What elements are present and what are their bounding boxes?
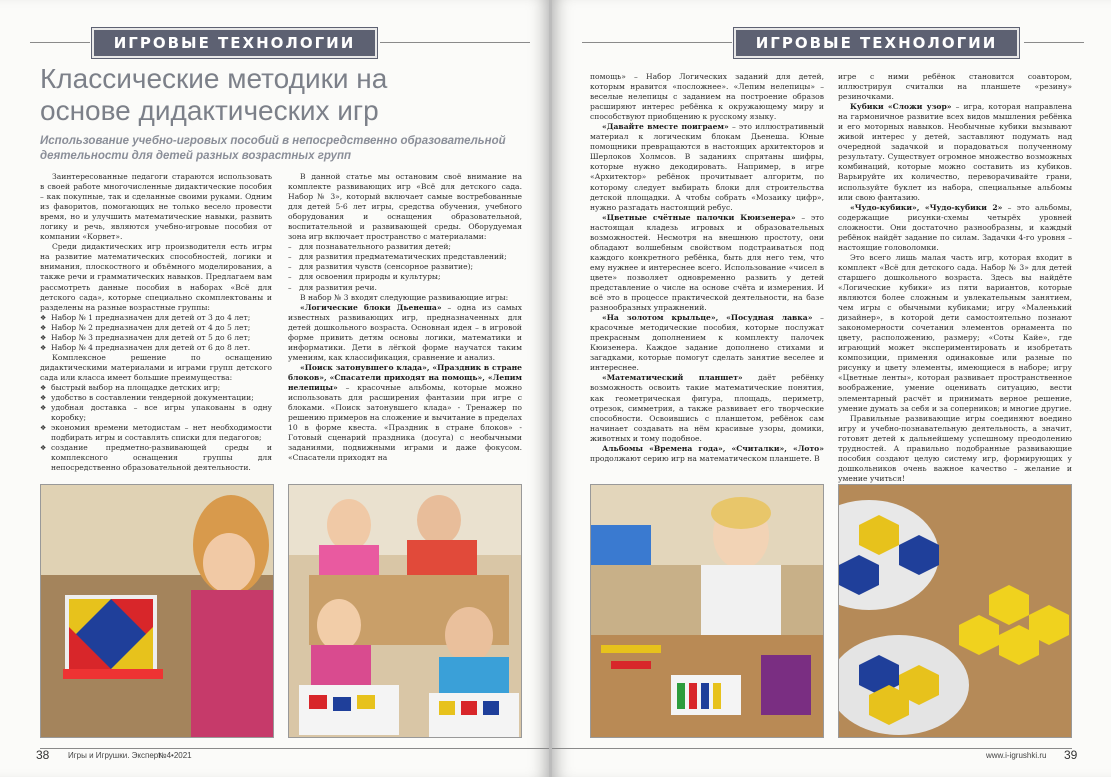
list-item: – для развития речи. xyxy=(288,283,522,293)
article-subtitle: Использование учебно-игровых пособий в непосредственно образовательной деятельности для детей разных возрастных групп xyxy=(40,135,506,162)
paragraph: помощь» – Набор Логических заданий для детей, которым нравится «посложнее». «Лепим нелепицы» – веселые нелепицы с заданием на построение образов расширяют интерес ребёнка к окружающему миру и способствуют приобщению к русскому языку. xyxy=(590,72,824,122)
header-rule xyxy=(30,42,90,43)
list-item: ❖ Набор № 2 предназначен для детей от 4 до 5 лет; xyxy=(40,323,272,333)
list-item: – для освоения природы и культуры; xyxy=(288,272,522,282)
left-page xyxy=(0,0,549,777)
paragraph xyxy=(590,444,824,464)
paragraph: В данной статье мы остановим своё внимание на комплекте развивающих игр «Всё для детского сада. Набор № 3», который включает самые востребованные для детей 5-6 лет игры, средства обучения, учебного оборудования и оснащения образовательной, воспитательной и развивающей среды. Оборудуемая зона игр включает пространство с материалами: xyxy=(288,172,522,242)
paragraph-text: продолжают серию игр на математическом планшете. В xyxy=(590,453,820,463)
paragraph xyxy=(590,213,824,313)
photo-illustration xyxy=(41,485,274,738)
game-name: Альбомы «Времена года», «Считалки», «Лото» xyxy=(602,443,824,453)
paragraph-text: – красочные методические пособия, которые послужат прекрасным дополнением к комплекту палочек Кюизенера. Каждое задание дополнено стихами и загадками, которые помогут сделать занятие веселее и интереснее. xyxy=(590,313,824,373)
paragraph xyxy=(838,102,1072,202)
paragraph: Правильные развивающие игры соединяют воедино игру и учебно-познавательную деятельность, а значит, готовят детей к дальнейшему успешному преодолению трудностей. А правильно подобранные развивающие пособия создают целую систему игр, формирующих у дошкольников очень важное качество – желание и умение учиться! xyxy=(838,413,1072,483)
header-rule xyxy=(1024,42,1084,43)
paragraph: В набор № 3 входят следующие развивающие игры: xyxy=(300,292,509,302)
game-name: «Давайте вместе поиграем» xyxy=(602,122,729,132)
text-column-3 xyxy=(590,72,824,464)
paragraph: Заинтересованные педагоги стараются использовать в своей работе многочисленные дидактические пособия – как покупные, так и сделанные своими руками. Одним из фаворитов, помогающих не только весело провести время, но и улучшить математические навыки, развить логику и речь, являются учебно-игровые пособия от компании «Корвет». xyxy=(40,172,272,242)
paragraph xyxy=(590,373,824,443)
advantages-list xyxy=(40,383,272,473)
paragraph-text: – одна из самых известных развивающих игр, предназначенных для детей дошкольного возраста. Основная идея – в игровой форме привить детям основы логики, математики и информатики. Дети в лёгкой форме научатся таким умениям, как классификация, сравнение и анализ. xyxy=(288,302,522,362)
section-title-bar xyxy=(92,28,377,58)
paragraph xyxy=(590,122,824,212)
game-name: «Математический планшет» xyxy=(602,373,743,383)
list-item: ❖ Набор № 4 предназначен для детей от 6 до 8 лет. xyxy=(40,343,272,353)
list-item: ❖ удобство в составлении тендерной документации; xyxy=(40,393,272,403)
header-rule xyxy=(380,42,530,43)
section-title: ИГРОВЫЕ ТЕХНОЛОГИИ xyxy=(755,34,998,52)
paragraph: Среди дидактических игр производителя есть игры на развитие математических способностей, логики и внимания, плоскостного и объёмного моделирования, а также речи и грамматических навыков. Предлагаем вам рассмотреть данные пособия в наборах «Всё для детского сада», которые специально скомплектованы и разделены на разные возрастные группы: xyxy=(40,242,272,312)
list-item: ❖ быстрый выбор на площадке детских игр; xyxy=(40,383,272,393)
right-page xyxy=(552,0,1111,777)
paragraph-text: – игра, которая направлена на гармоничное развитие всех видов мышления ребёнка и его моторных навыков. Необычные кубики вызывают живой интерес у детей, заставляют подумать над очередной задачкой и порадоваться полученному результату. Существует огромное множество возможных комбинаций, которые можно составить из кубиков. Варьируйте их количество, переворачивайте грани, используйте буклет из набора, специальные альбомы или свою фантазию. xyxy=(838,102,1072,202)
paragraph: Комплексное решение по оснащению дидактическими материалами и играми групп детского сада или класса имеет большие преимущества: xyxy=(40,352,272,382)
paragraph xyxy=(590,313,824,373)
paragraph xyxy=(288,363,522,463)
list-item: ❖ создание предметно-развивающей среды и комплексного оснащения группы для непосредственно образовательной деятельности. xyxy=(40,443,272,473)
footer-rule xyxy=(552,748,1072,749)
paragraph-text: – это иллюстративный материал к логическим блокам Дьенеша. Юные помощники превращаются в настоящих архитекторов и Шерлоков Холмсов. В заданиях спрятаны шифры, которые нужно декодировать. Например, в игре «Архитектор» ребёнок прочитывает алгоритм, по которому следует выбирать блоки для строительства детской площадки. А чтобы собрать «Мозаику цифр», нужно разгадать настоящий ребус. xyxy=(590,122,824,212)
sets-list xyxy=(40,313,272,353)
text-column-2 xyxy=(288,172,522,463)
right-page-number: 39 xyxy=(1064,748,1078,762)
section-title: ИГРОВЫЕ ТЕХНОЛОГИИ xyxy=(113,34,356,52)
photo-illustration xyxy=(839,485,1072,738)
photo-girl-with-counting-sticks xyxy=(590,484,824,738)
paragraph-text: – это альбомы, содержащие рисунки-схемы четырёх уровней сложности. Они достаточно разнообразны, и каждый ребёнок найдёт задание по силам. Задачки 4-го уровня – настоящие головоломки. xyxy=(838,202,1072,252)
left-page-number: 38 xyxy=(36,748,50,762)
game-name: «Логические блоки Дьенеша» xyxy=(300,302,442,312)
issue-number: №4•2021 xyxy=(158,751,192,760)
paragraph: игре с ними ребёнок становится соавтором, иллюстрируя считалки на планшете «резину» резиночками. xyxy=(838,72,1072,102)
game-name: «На золотом крыльце», «Посудная лавка» xyxy=(602,313,813,323)
website: www.i-igrushki.ru xyxy=(986,751,1047,760)
article-title: Классические методики на основе дидактических игр xyxy=(40,63,388,126)
game-name: «Чудо-кубики», «Чудо-кубики 2» xyxy=(850,202,1003,212)
section-title-bar xyxy=(734,28,1019,58)
paragraph-text: – это настоящая кладезь игровых и образовательных возможностей. Несмотря на внешнюю простоту, они обладают волшебным свойством подстраиваться под каждого конкретного ребёнка, быть для него тем, что ему нужнее и интереснее всего. Использование «чисел в цвете» позволяет одновременно развить у детей представление о числе на основе счёта и измерения. И всё это в процессе практической деятельности, на базе разнообразных упражнений. xyxy=(590,212,824,313)
footer-rule xyxy=(40,748,549,749)
list-item: ❖ Набор № 1 предназначен для детей от 3 до 4 лет; xyxy=(40,313,272,323)
photo-illustration xyxy=(591,485,824,738)
photo-girl-with-pattern-blocks xyxy=(40,484,274,738)
game-name: «Поиск затонувшего клада», «Праздник в стране блоков», «Спасатели приходят на помощь», «Лепим нелепицы» xyxy=(288,362,522,392)
header-rule xyxy=(582,42,732,43)
paragraph xyxy=(288,303,522,363)
photo-children-playing-blocks xyxy=(288,484,522,738)
list-item: – для развития чувств (сенсорное развитие); xyxy=(288,262,522,272)
list-item: ❖ Набор № 3 предназначен для детей от 5 до 6 лет; xyxy=(40,333,272,343)
list-item: – для развития предматематических представлений; xyxy=(288,252,522,262)
paragraph-text: даёт ребёнку возможность освоить такие математические понятия, как геометрическая фигура, площадь, периметр, отрезок, симметрия, а также развивает его творческие способности. Освоившись с планшетом, ребёнок сам начинает создавать на нём красивые узоры, домики, животных и тому подобное. xyxy=(590,373,824,443)
game-name: Кубики «Сложи узор» xyxy=(850,102,952,112)
photo-illustration xyxy=(289,485,522,738)
magazine-name: Игры и Игрушки. Эксперт xyxy=(68,751,162,760)
paragraph: Это всего лишь малая часть игр, которая входит в комплект «Всё для детского сада. Набор № 3» для детей старшего дошкольного возраста. Здесь вы найдёте «Логические кубики» из пяти вариантов, которые являются более сложным и увлекательным занятием, чем игры с обычными кубиками; игру «Маленький дизайнер», в которой дети самостоятельно познают закономерности сочетания элементов орнамента по цвету, расположению, размеру; «Соты Кайе», где играющий может экспериментировать и изобретать композиции, применяя одинаковые или разные по рисунку и цвету элементы, имеющиеся в наборе; игру «Цветные ленты», которая развивает пространственное воображение, умение оценивать ситуацию, вести элементарный расчёт и принимать верное решение, умение думать за себя и за соперников; и многие другие. xyxy=(838,252,1072,413)
zones-list xyxy=(288,242,522,292)
list-item: – для познавательного развития детей; xyxy=(288,242,522,252)
paragraph-text: – красочные альбомы, которые можно использовать для расширения фантазии при игре с блоками. «Поиск затонувшего клада» - Тренажер по решению примеров на сложение и вычитание в пределах 10 в форме квеста. «Праздник в стране блоков» - Готовый сценарий праздника (досуга) с необычными заданиями, подвижными играми и даже фокусом. «Спасатели приходят на xyxy=(288,382,522,463)
text-column-1 xyxy=(40,172,272,473)
photo-hexagon-tiles xyxy=(838,484,1072,738)
text-column-4 xyxy=(838,72,1072,484)
list-item: ❖ экономия времени методистам – нет необходимости подбирать игры и составлять списки для педагогов; xyxy=(40,423,272,443)
game-name: «Цветные счётные палочки Кюизенера» xyxy=(602,212,796,222)
list-item: ❖ удобная доставка – все игры упакованы в одну коробку; xyxy=(40,403,272,423)
paragraph xyxy=(838,203,1072,253)
